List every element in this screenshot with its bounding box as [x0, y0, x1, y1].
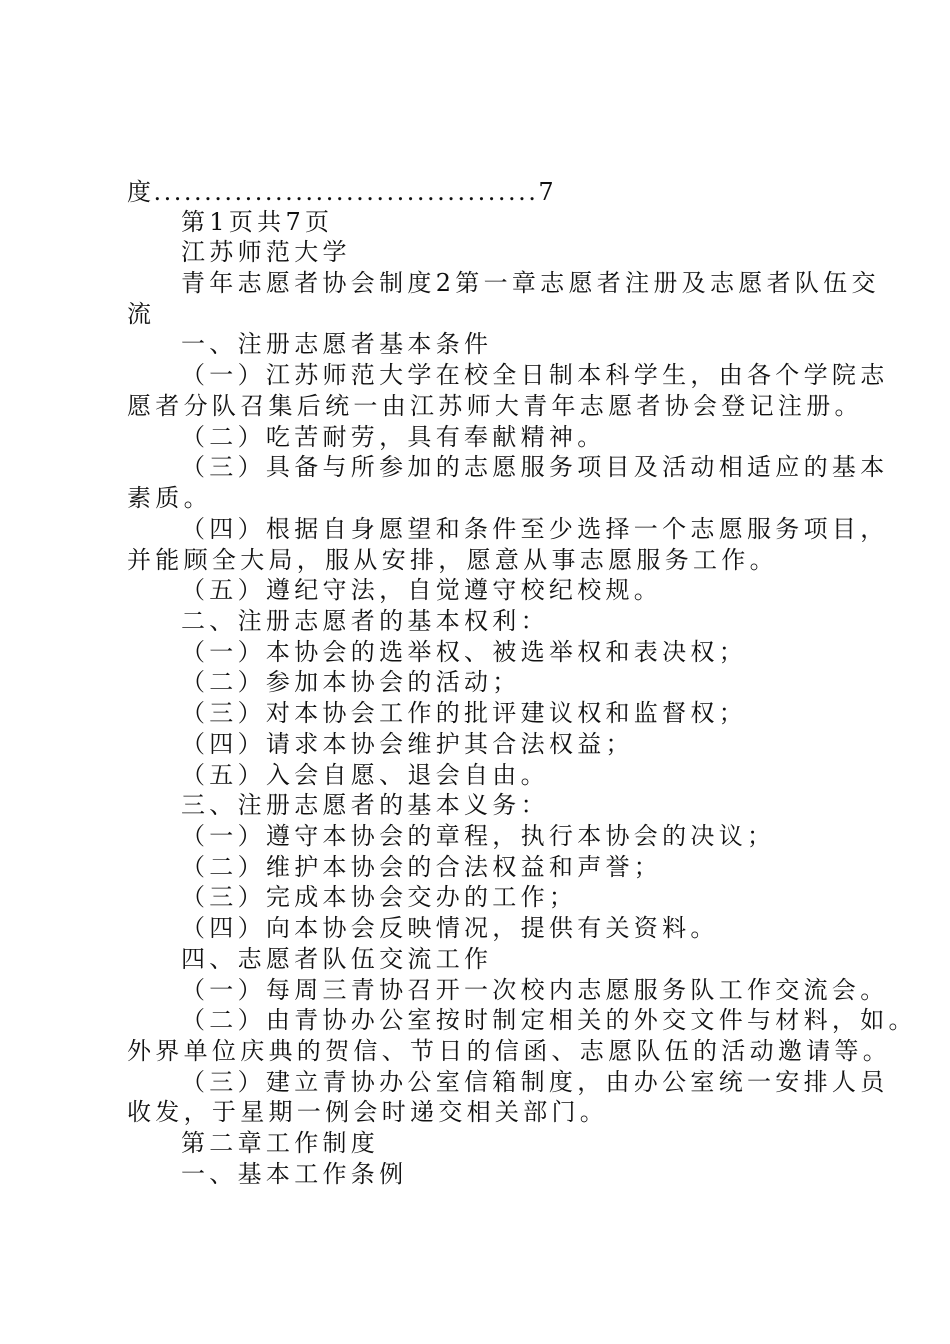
school-name: 江苏师范大学	[181, 238, 351, 266]
toc-line: 度......................................7	[127, 178, 557, 206]
paragraph-line: （三）建立青协办公室信箱制度，由办公室统一安排人员	[181, 1068, 889, 1096]
paragraph-line: 并能顾全大局，服从安排，愿意从事志愿服务工作。	[127, 546, 778, 574]
paragraph-line: 素质。	[127, 484, 212, 512]
paragraph-line: （三）对本协会工作的批评建议权和监督权；	[181, 699, 747, 727]
section-heading: 三、注册志愿者的基本义务：	[181, 791, 549, 819]
paragraph-line: （一）本协会的选举权、被选举权和表决权；	[181, 638, 747, 666]
section-heading: 一、基本工作条例	[181, 1160, 408, 1188]
paragraph-line: （二）吃苦耐劳，具有奉献精神。	[181, 423, 606, 451]
document-title: 青年志愿者协会制度2第一章志愿者注册及志愿者队伍交	[181, 269, 880, 297]
paragraph-line: （四）请求本协会维护其合法权益；	[181, 730, 634, 758]
chapter-heading: 第二章工作制度	[181, 1129, 380, 1157]
page-footer: 第1页共7页	[181, 208, 334, 236]
paragraph-line: 外界单位庆典的贺信、节日的信函、志愿队伍的活动邀请等。	[127, 1037, 892, 1065]
section-heading: 四、志愿者队伍交流工作	[181, 945, 493, 973]
document-title-continued: 流	[127, 300, 156, 328]
paragraph-line: （三）完成本协会交办的工作；	[181, 883, 578, 911]
paragraph-line: 收发，于星期一例会时递交相关部门。	[127, 1098, 609, 1126]
paragraph-line: （四）根据自身愿望和条件至少选择一个志愿服务项目，	[181, 515, 889, 543]
paragraph-line: （二）参加本协会的活动；	[181, 668, 521, 696]
paragraph-line: （二）维护本协会的合法权益和声誉；	[181, 853, 663, 881]
section-heading: 一、注册志愿者基本条件	[181, 330, 493, 358]
paragraph-line: （二）由青协办公室按时制定相关的外交文件与材料，如。	[181, 1006, 917, 1034]
paragraph-line: （五）遵纪守法，自觉遵守校纪校规。	[181, 576, 663, 604]
paragraph-line: （五）入会自愿、退会自由。	[181, 761, 549, 789]
paragraph-line: （一）江苏师范大学在校全日制本科学生，由各个学院志	[181, 361, 889, 389]
paragraph-line: （四）向本协会反映情况，提供有关资料。	[181, 914, 719, 942]
paragraph-line: （一）遵守本协会的章程，执行本协会的决议；	[181, 822, 776, 850]
paragraph-line: （三）具备与所参加的志愿服务项目及活动相适应的基本	[181, 453, 889, 481]
section-heading: 二、注册志愿者的基本权利：	[181, 607, 549, 635]
paragraph-line: （一）每周三青协召开一次校内志愿服务队工作交流会。	[181, 976, 889, 1004]
paragraph-line: 愿者分队召集后统一由江苏师大青年志愿者协会登记注册。	[127, 392, 863, 420]
